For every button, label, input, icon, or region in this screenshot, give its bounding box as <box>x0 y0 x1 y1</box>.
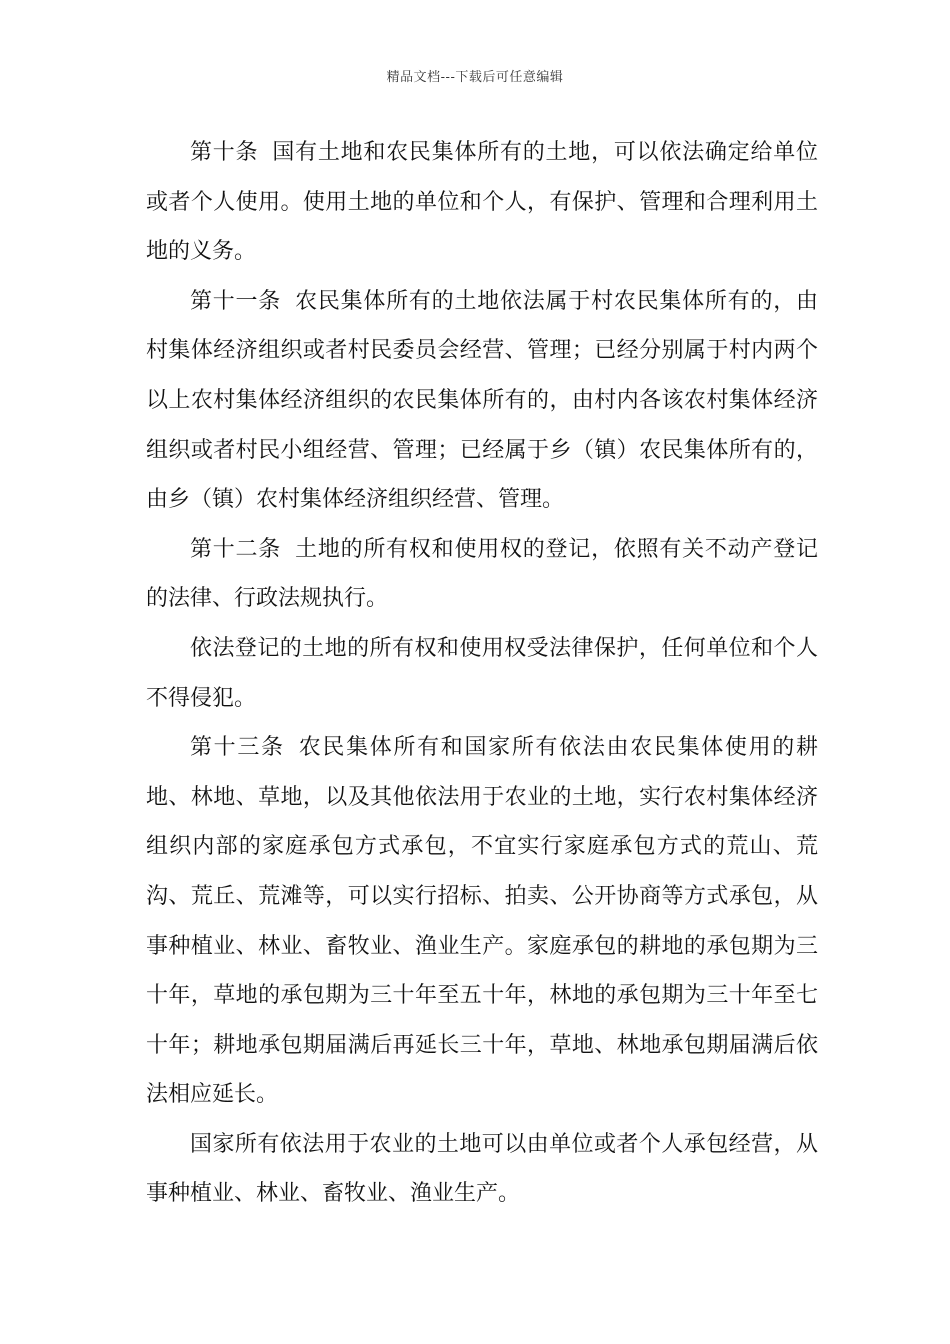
paragraph-article-12 <box>146 525 818 624</box>
paragraph-article-12-clause-2 <box>146 624 818 723</box>
paragraph-article-13-clause-2 <box>146 1120 818 1219</box>
paragraph-text: 国有土地和农民集体所有的土地，可以依法确定给单位或者个人使用。使用土地的单位和个人，有保护、管理和合理利用土地的义务。 <box>146 140 818 265</box>
article-number: 第十条 <box>190 140 259 165</box>
paragraph-text: 国家所有依法用于农业的土地可以由单位或者个人承包经营，从事种植业、林业、畜牧业、渔业生产。 <box>146 1131 818 1207</box>
paragraph-text: 农民集体所有的土地依法属于村农民集体所有的，由村集体经济组织或者村民委员会经营、管理；已经分别属于村内两个以上农村集体经济组织的农民集体所有的，由村内各该农村集体经济组织或者村民小组经营、管理；已经属于乡（镇）农民集体所有的，由乡（镇）农村集体经济组织经营、管理。 <box>146 288 818 513</box>
paragraph-article-10 <box>146 128 818 277</box>
paragraph-article-11 <box>146 277 818 525</box>
article-number: 第十二条 <box>190 536 282 562</box>
paragraph-text: 农民集体所有和国家所有依法由农民集体使用的耕地、林地、草地，以及其他依法用于农业的土地，实行农村集体经济组织内部的家庭承包方式承包，不宜实行家庭承包方式的荒山、荒沟、荒丘、荒滩等，可以实行招标、拍卖、公开协商等方式承包，从事种植业、林业、畜牧业、渔业生产。家庭承包的耕地的承包期为三十年，草地的承包期为三十年至五十年，林地的承包期为三十年至七十年；耕地承包期届满后再延长三十年，草地、林地承包期届满后依法相应延长。 <box>146 735 818 1108</box>
article-number: 第十一条 <box>190 288 282 314</box>
paragraph-text: 依法登记的土地的所有权和使用权受法律保护，任何单位和个人不得侵犯。 <box>146 635 818 711</box>
article-number: 第十三条 <box>190 735 285 761</box>
page-header: 精品文档---下载后可任意编辑 <box>386 70 564 85</box>
paragraph-article-13 <box>146 723 818 1120</box>
document-body <box>146 128 818 1219</box>
paragraph-text: 土地的所有权和使用权的登记，依照有关不动产登记的法律、行政法规执行。 <box>146 536 818 612</box>
